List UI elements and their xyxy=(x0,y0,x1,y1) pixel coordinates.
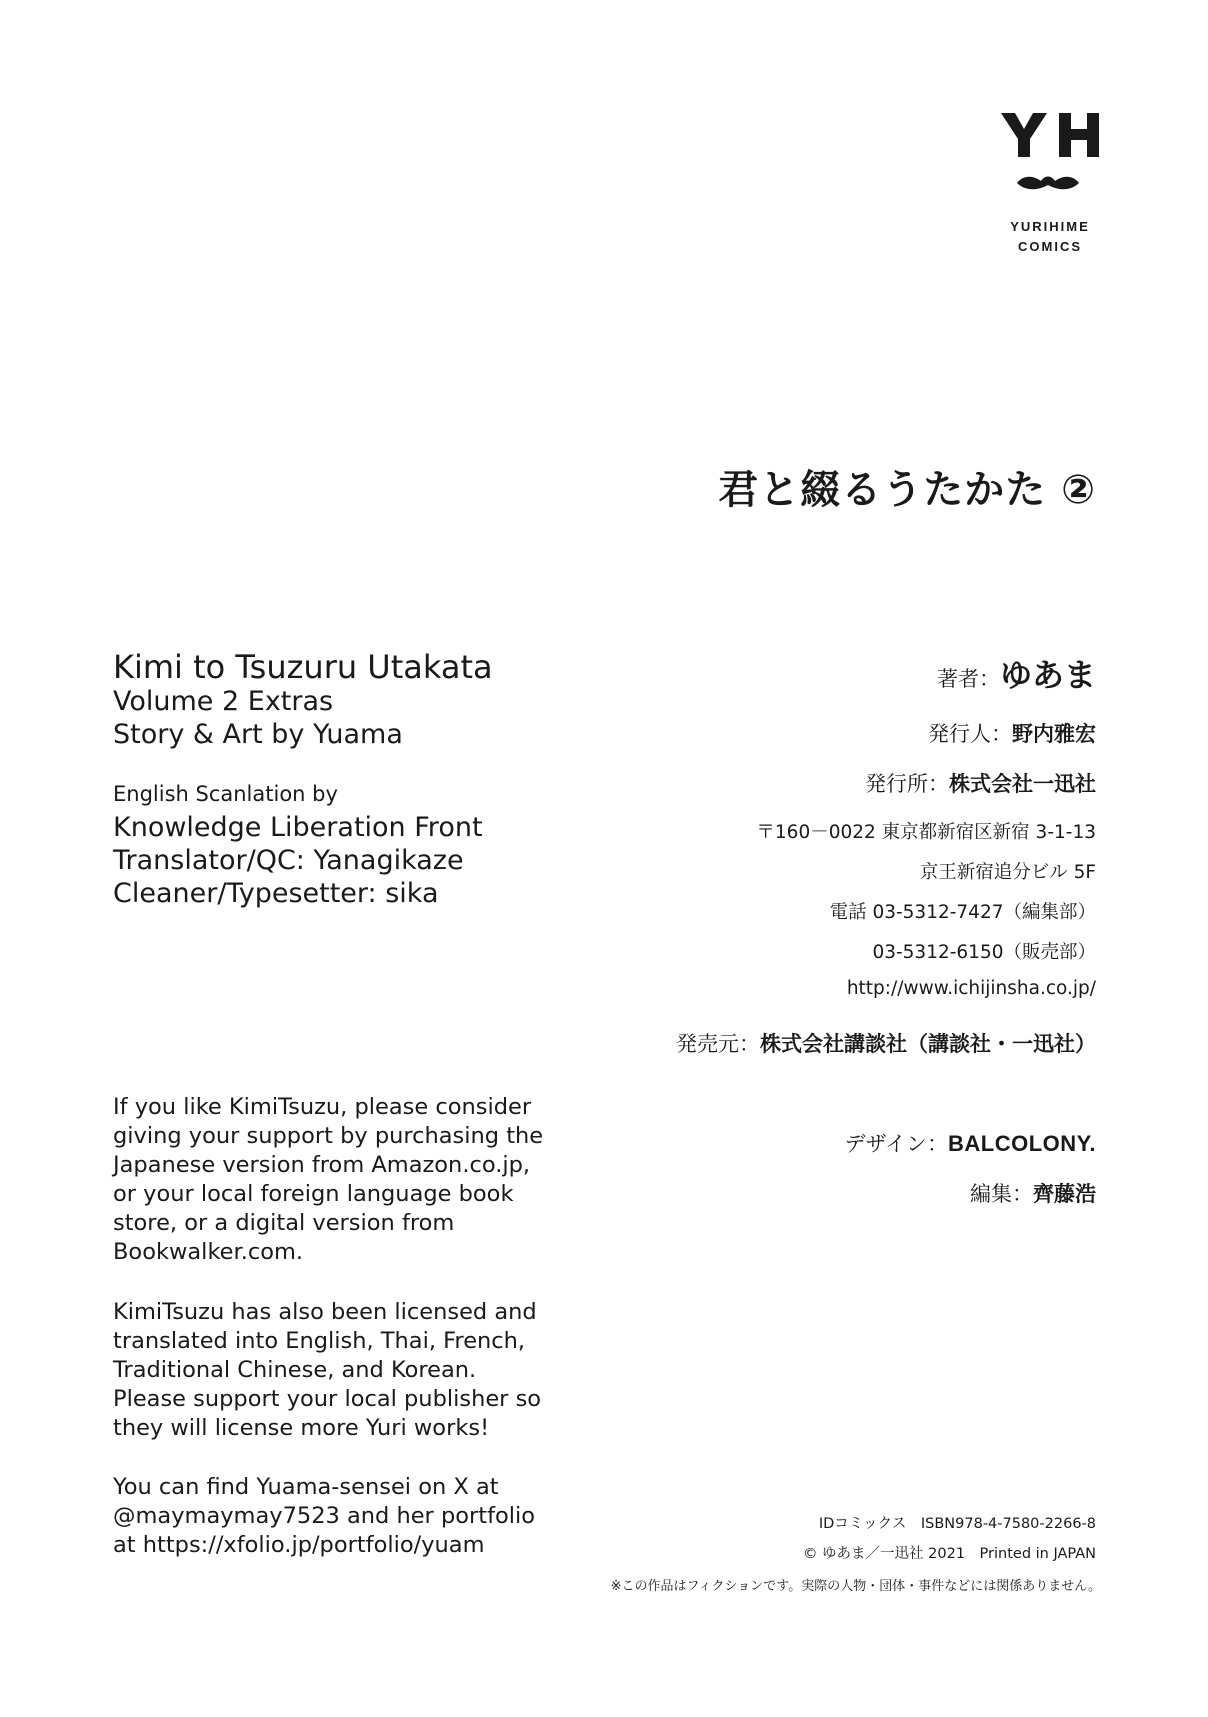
english-title: Kimi to Tsuzuru Utakata xyxy=(113,648,493,686)
license-line: translated into English, Thai, French, xyxy=(113,1328,526,1354)
support-line: If you like KimiTsuzu, please consider xyxy=(113,1094,532,1120)
find-line: You can find Yuama-sensei on X at xyxy=(113,1474,499,1500)
cleaner-credit: Cleaner/Typesetter: sika xyxy=(113,878,439,909)
isbn-line: IDコミックス ISBN978-4-7580-2266-8 xyxy=(818,1516,1096,1532)
translator-credit: Translator/QC: Yanagikaze xyxy=(113,845,464,876)
phone-editorial: 電話 03-5312-7427（編集部） xyxy=(829,902,1096,923)
japanese-title: 君と綴るうたかた ② xyxy=(718,467,1096,513)
english-story-credit: Story & Art by Yuama xyxy=(113,719,403,750)
mustache-icon xyxy=(1013,165,1083,195)
scanlation-label: English Scanlation by xyxy=(113,782,338,806)
copyright-line: © ゆあま／一迅社 2021 Printed in JAPAN xyxy=(802,1546,1096,1562)
address-line2: 京王新宿追分ビル 5F xyxy=(919,862,1096,883)
author-credit xyxy=(937,650,1096,696)
design-label: デザイン： xyxy=(844,1132,948,1156)
address-line1: 〒160－0022 東京都新宿区新宿 3-1-13 xyxy=(756,822,1096,843)
support-line: Bookwalker.com. xyxy=(113,1239,304,1265)
support-line: giving your support by purchasing the xyxy=(113,1123,544,1149)
support-paragraph xyxy=(113,1093,543,1267)
publisher-person-credit xyxy=(928,718,1096,748)
license-line: Please support your local publisher so xyxy=(113,1386,542,1412)
distributor-credit xyxy=(676,1028,1096,1058)
find-author-paragraph xyxy=(113,1473,535,1560)
license-line: Traditional Chinese, and Korean. xyxy=(113,1357,477,1383)
publisher-office-credit xyxy=(865,768,1096,798)
license-line: KimiTsuzu has also been licensed and xyxy=(113,1299,537,1325)
logo-label-line2: COMICS xyxy=(1018,239,1082,254)
design-name: BALCOLONY. xyxy=(948,1131,1096,1156)
license-paragraph xyxy=(113,1298,541,1443)
find-line: @maymaymay7523 and her portfolio xyxy=(113,1503,536,1529)
publisher-url: http://www.ichijinsha.co.jp/ xyxy=(846,978,1096,999)
editor-label: 編集： xyxy=(970,1182,1033,1206)
support-line: or your local foreign language book xyxy=(113,1181,514,1207)
fiction-disclaimer: ※この作品はフィクションです。実際の人物・団体・事件などには関係ありません。 xyxy=(610,1579,1101,1594)
author-name: ゆあま xyxy=(999,656,1096,694)
publisher-person-label: 発行人： xyxy=(928,722,1012,746)
phone-sales: 03-5312-6150（販売部） xyxy=(872,942,1096,963)
find-line: at https://xfolio.jp/portfolio/yuam xyxy=(113,1532,485,1558)
yurihime-comics-logo xyxy=(995,105,1105,265)
editor-credit xyxy=(970,1178,1096,1208)
editor-name: 齊藤浩 xyxy=(1033,1182,1096,1206)
english-volume: Volume 2 Extras xyxy=(113,686,334,717)
publisher-person-name: 野内雅宏 xyxy=(1012,722,1096,746)
author-label: 著者： xyxy=(936,667,1000,691)
publisher-office-name: 株式会社一迅社 xyxy=(949,772,1096,796)
distributor-name: 株式会社講談社（講談社・一迅社） xyxy=(760,1032,1096,1056)
support-line: store, or a digital version from xyxy=(113,1210,455,1236)
design-credit xyxy=(844,1128,1096,1158)
distributor-label: 発売元： xyxy=(676,1032,760,1056)
logo-label xyxy=(995,217,1105,257)
scanlation-group: Knowledge Liberation Front xyxy=(113,812,483,843)
support-line: Japanese version from Amazon.co.jp, xyxy=(113,1152,531,1178)
license-line: they will license more Yuri works! xyxy=(113,1415,490,1441)
logo-yh-letters xyxy=(995,105,1105,165)
logo-label-line1: YURIHIME xyxy=(1010,219,1090,234)
publisher-office-label: 発行所： xyxy=(865,772,949,796)
